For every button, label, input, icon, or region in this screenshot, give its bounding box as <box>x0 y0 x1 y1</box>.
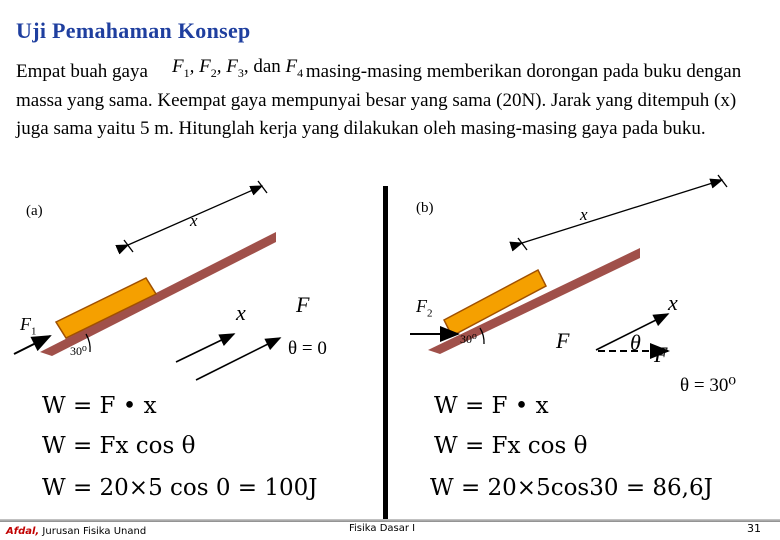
panel-b-angle-label: 30⁰ <box>460 332 477 346</box>
panel-b-label: (b) <box>416 200 434 216</box>
panel-divider <box>383 186 388 520</box>
panel-b-distance-label: x <box>580 205 588 224</box>
force-f1: $F_1$ <box>172 56 190 80</box>
page-number: 31 <box>747 522 761 535</box>
page-title: Uji Pemahaman Konsep <box>16 18 251 43</box>
panel-a-distance-label: x <box>190 211 198 230</box>
panel-b-eq-1: W = F • x <box>434 393 549 419</box>
panel-a-eq-2: W = Fx cos θ <box>42 433 196 459</box>
footer-course: Fisika Dasar I <box>349 523 416 534</box>
panel-a-label: (a) <box>26 203 43 219</box>
panel-a-vec-F: F <box>296 292 310 317</box>
panel-a-force-label: $F_1$ <box>20 314 37 338</box>
force-f2: $F_2$ <box>199 56 217 80</box>
panel-b-eq-2: W = Fx cos θ <box>434 433 588 459</box>
panel-b-theta-sym: θ <box>630 330 641 355</box>
footer-bar <box>0 519 780 522</box>
panel-a-eq-3: W = 20×5 cos 0 = 100J <box>42 475 318 501</box>
panel-b-eq-3: W = 20×5cos30 = 86,6J <box>430 475 713 501</box>
footer-author: Afdal, Jurusan Fisika Unand <box>6 526 147 537</box>
panel-a-eq-1: W = F • x <box>42 393 157 419</box>
vector-x-a <box>176 334 234 362</box>
panel-b-vec-F2: F <box>654 342 668 367</box>
panel-a-theta: θ = 0 <box>288 338 327 359</box>
panel-a-angle-label: 30⁰ <box>70 344 87 358</box>
panel-a-vec-x: x <box>236 300 246 325</box>
panel-b-vec-x: x <box>668 290 678 315</box>
force-f3: $F_3$ <box>226 56 244 80</box>
force-variables: $F_1$, $F_2$, $F_3$, dan $F_4$ <box>172 56 304 80</box>
panel-b-theta: θ = 30⁰ <box>680 375 736 396</box>
vector-F-a <box>196 338 280 380</box>
incline-a <box>40 232 276 356</box>
problem-rest: masing-masing memberikan dorongan pada buku dengan massa yang sama. Keempat gaya mempunyai besar yang sama (20N). Jarak yang ditempuh (x) juga sama yaitu 5 m. Hitunglah kerja yang dilakukan oleh masing-masing gaya pada buku. <box>16 61 742 139</box>
distance-arrow-b <box>522 180 722 243</box>
panel-b-vec-F: F <box>556 328 570 353</box>
force-f4: $F_4$ <box>285 56 304 80</box>
panel-b-force-label: $F_2$ <box>416 296 433 320</box>
problem-intro: Empat buah gaya <box>16 61 148 82</box>
